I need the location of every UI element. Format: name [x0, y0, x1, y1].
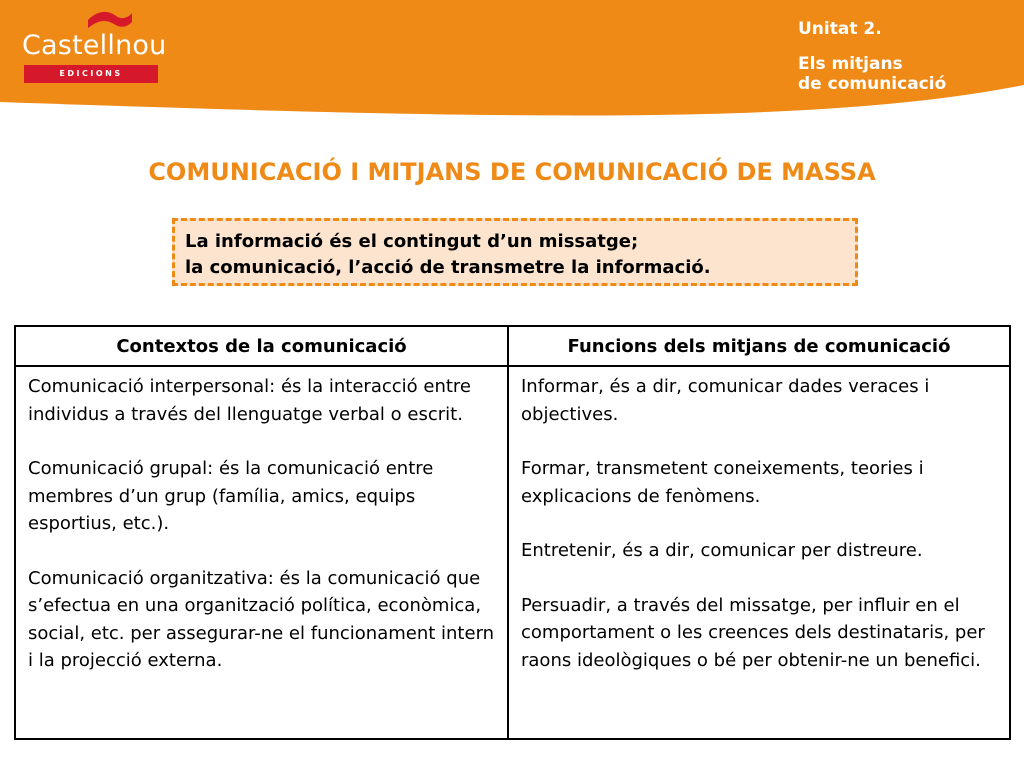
- context-item: Comunicació grupal: és la comunicació entre membres d’un grup (família, amics, equips esportius, etc.).: [28, 458, 434, 534]
- table-header-row: [15, 326, 1010, 366]
- unit-title-line2: de comunicació: [798, 74, 947, 94]
- definition-line2: la comunicació, l’acció de transmetre la informació.: [185, 257, 711, 278]
- brand-name: Castellnou: [22, 30, 167, 61]
- function-item: Informar, és a dir, comunicar dades veraces i objectives.: [521, 376, 930, 425]
- castellnou-logo: [22, 10, 167, 80]
- header-contexts: Contextos de la comunicació: [15, 326, 508, 366]
- context-item: Comunicació organitzativa: és la comunicació que s’efectua en una organització política, econòmica, social, etc. per assegurar-ne el funcionament intern i la projecció externa.: [28, 567, 495, 671]
- unit-title-line1: Els mitjans: [798, 54, 903, 74]
- context-item: Comunicació interpersonal: és la interacció entre individus a través del llenguatge verbal o escrit.: [28, 376, 471, 425]
- definition-box: [172, 218, 858, 286]
- table-row: [15, 366, 1010, 739]
- function-item: Formar, transmetent coneixements, teories i explicacions de fenòmens.: [521, 458, 924, 507]
- unit-heading: [798, 18, 946, 94]
- unit-number: Unitat 2.: [798, 19, 882, 39]
- unit-title: [798, 54, 946, 94]
- communication-table: [14, 325, 1011, 740]
- function-item: Persuadir, a través del missatge, per influir en el comportament o les creences dels destinataris, per raons ideològiques o bé per obtenir-ne un benefici.: [521, 594, 985, 671]
- header-functions: Funcions dels mitjans de comunicació: [508, 326, 1010, 366]
- functions-cell: [508, 366, 1010, 739]
- definition-line1: La informació és el contingut d’un missatge;: [185, 231, 639, 252]
- page-title: COMUNICACIÓ I MITJANS DE COMUNICACIÓ DE MASSA: [148, 158, 876, 186]
- function-item: Entretenir, és a dir, comunicar per distreure.: [521, 540, 923, 561]
- contexts-cell: [15, 366, 508, 739]
- brand-subtitle: EDICIONS: [24, 65, 158, 83]
- flag-icon: [86, 10, 134, 32]
